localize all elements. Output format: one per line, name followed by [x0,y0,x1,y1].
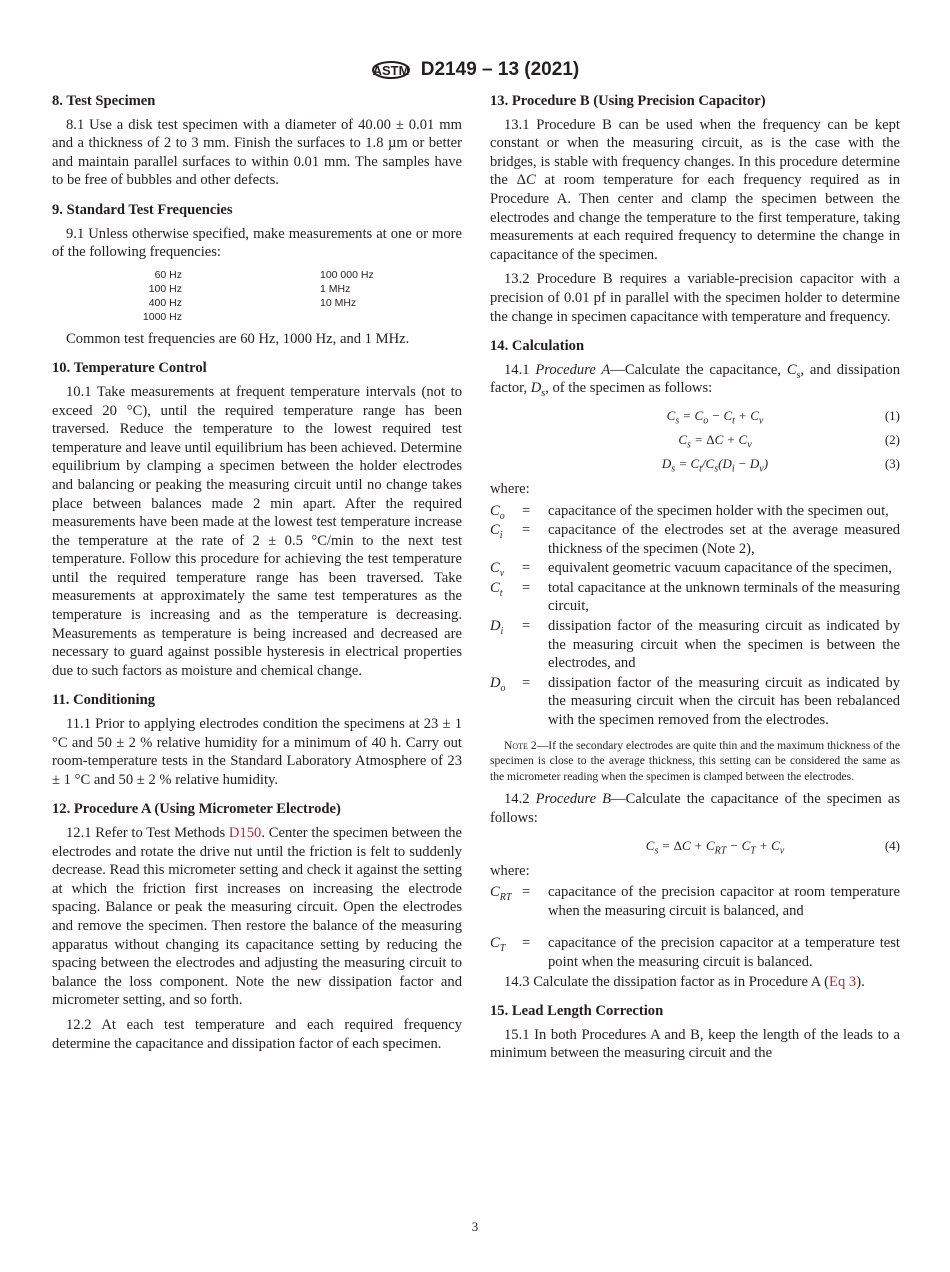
text-run: C [645,837,655,853]
definition-text: total capacitance at the unknown terminals of the measuring circuit, [548,579,900,615]
symbol-subscript: o [500,682,506,694]
definition-text: dissipation factor of the measuring circuit as indicated by the measuring circuit when the circuit has been rebalanced with the specimen removed from the electrodes. [548,674,900,729]
equals-sign: = [522,560,531,577]
text-run: + C [755,837,780,853]
symbol-letter: D [490,618,501,635]
section-heading: 15. Lead Length Correction [490,1003,664,1020]
variable-symbol [490,521,522,558]
text-run: , and dissipation factor, [490,361,901,397]
equation-number: (2) [884,431,900,447]
variable-symbol [490,559,522,578]
text-run: = C [679,407,704,423]
definition-text: dissipation factor of the measuring circuit as indicated by the measuring circuit when the specimen is between the electrodes, and [548,618,900,672]
subscript: s [687,439,691,451]
paragraph [52,330,462,349]
text-run: 15.1 In both Procedures A and B, keep the length of the leads to a minimum between the measuring circuit and the [490,1026,900,1062]
variable-definition [490,617,900,673]
section-heading: 10. Temperature Control [52,360,207,377]
paragraph [490,973,900,992]
equals-sign: = [522,502,531,519]
subscript: T [750,845,756,857]
section-heading: 9. Standard Test Frequencies [52,201,233,218]
subscript: v [759,463,764,475]
symbol-subscript: t [499,587,503,599]
subscript: t [699,463,702,475]
subscript: s [671,463,676,475]
equation [490,428,900,452]
variable-definition [490,502,900,521]
paragraph [52,225,462,262]
text-run: Common test frequencies are 60 Hz, 1000 Hz, and 1 MHz. [66,330,410,347]
text-run: ). [856,973,865,990]
symbol-subscript: i [499,530,503,541]
definition-text: capacitance of the electrodes set at the average measured thickness of the specimen (Note 2), [548,522,900,557]
section-heading: 13. Procedure B (Using Precision Capacitor) [490,93,766,109]
paragraph [52,1016,462,1053]
subscript: s [541,388,546,400]
svg-text:ASTM: ASTM [372,63,410,78]
text-run: D [661,455,672,471]
equation [490,404,900,428]
doc-link[interactable]: D150 [228,825,262,841]
equals-sign: = [522,522,531,539]
text-run: 14.1 [504,361,536,378]
text-run: 13.1 Procedure B can be used when the frequency can be kept constant or when the measuring circuit, as is the case with the bridges, is stable with frequency changes. In this procedure determine the Δ [490,116,900,189]
subscript: t [732,415,735,427]
left-column [52,92,462,1059]
paragraph [52,824,462,1010]
variable-definition [490,883,900,920]
note-text: —If the secondary electrodes are quite thin and the maximum thickness of the specimen is close to the average thickness, this setting can be considered the same as the micrometer reading when the specimen is clamped between the electrodes. [490,738,900,783]
frequency-column [52,268,182,324]
frequency-item: 60 Hz [154,268,182,281]
text-run: = [658,837,674,853]
paragraph [52,383,462,681]
subscript: v [758,415,764,427]
where-label: where: [490,862,530,879]
subscript: RT [714,845,727,857]
symbol-subscript: v [499,568,505,580]
text-run: − C [726,837,751,853]
paragraph [490,270,900,326]
equals-sign: = [522,935,531,952]
paragraph [490,116,900,265]
variable-definition [490,579,900,616]
doc-link[interactable]: Eq 3 [829,973,857,990]
subscript: v [747,439,752,451]
text-run: C + C [682,837,715,853]
paragraph [490,361,900,398]
text-run: ) [763,455,769,471]
text-run: 12.2 At each test temperature and each required frequency determine the capacitance and dissipation factor of each specimen. [52,1016,462,1052]
note [490,738,900,785]
equation-number: (3) [884,455,900,471]
paragraph [52,116,462,190]
symbol-subscript: i [500,625,504,637]
symbol-letter: C [490,502,500,519]
subscript: s [654,845,659,857]
variable-definition [490,934,900,971]
subscript: s [714,463,719,475]
symbol-subscript: o [499,510,505,522]
text-run: C + C [714,431,748,447]
text-run: —Calculate the capacitance, [610,361,787,378]
frequency-item: 100 000 Hz [320,268,374,281]
frequency-item: 100 Hz [148,282,182,295]
frequency-list [52,268,462,324]
definition-text: equivalent geometric vacuum capacitance of the specimen, [548,560,893,577]
definition-text: capacitance of the specimen holder with the specimen out, [548,502,889,519]
symbol-subscript: T [499,943,506,955]
text-run: . Center the specimen between the electrodes and rotate the drive nut until the friction is felt to suddenly decrease. Read this micrometer setting and check it against the setting at which the friction first increases on increasing the electrode spacing. Balance or peak the measuring circuit. Open the electrodes and remove the specimen. Then restore the balance of the measuring apparatus without changing its capacitance setting by reducing the spacing between the electrodes and adjusting the measuring circuit to balance the loss component. Note the new dissipation factor and micrometer setting, and so forth. [52,825,462,1009]
text-run: , of the specimen as follows: [545,380,713,397]
frequency-item: 10 MHz [320,296,357,309]
symbol-letter: C [490,579,500,596]
paragraph [490,790,900,827]
text-run: = [690,431,707,447]
text-run: (D [718,455,732,471]
symbol-letter: C [490,884,500,901]
variable-definition [490,674,900,730]
section-heading: 8. Test Specimen [52,93,156,109]
italic-text: D [530,380,542,397]
symbol: Δ [673,837,682,853]
note-label: Note 2 [504,738,537,752]
section-heading: 11. Conditioning [52,692,156,709]
page-header [0,56,950,84]
astm-logo-icon [371,56,411,84]
equals-sign: = [522,674,531,691]
text-run: 10.1 Take measurements at frequent temperature intervals (not to exceed 20 °C), until the required temperature range has been traversed. Reduce the temperature to the lowest required test temperature and leave until equilibrium has been achieved. Determine equilibrium by clamping a specimen between the holder electrodes and balancing or peaking the measuring circuit until no change takes place between balances made 2 min apart. After the required measurements have been made at the lowest test temperature increase the temperature at the rate of 2 ± 0.5 °C/min to the next test temperature. Follow this procedure for achieving the test temperature until the required temperature range has been traversed. Take measurements at approximately the same test temperatures as the temperature is increasing and as the temperature is decreasing. Measurements as temperature is being increased and decreased are necessary to guard against possible hysteresis in electrical properties due to such factors as moisture and chemical change. [52,383,462,679]
subscript: s [796,369,801,381]
italic-text: Procedure A [535,361,611,378]
text-run: 12.1 Refer to Test Methods [66,825,229,841]
variable-symbol [490,883,522,920]
definition-text: capacitance of the precision capacitor at room temperature when the measuring circuit is balanced, and [548,884,900,919]
symbol-letter: C [490,935,500,952]
page-number: 3 [471,1219,479,1234]
text-run: 11.1 Prior to applying electrodes condition the specimens at 23 ± 1 °C and 50 ± 2 % relative humidity for a minimum of 40 h. Carry out room-temperature tests in the Standard Laboratory Atmosphere of 23 ± 1 °C and 50 ± 2 % relative humidity. [52,716,462,788]
text-run: C [678,431,688,447]
italic-text: Procedure B [535,791,612,808]
italic-text: C [526,172,536,189]
text-run: 14.2 [504,791,536,808]
text-run: /C [701,455,715,471]
text-run: 13.2 Procedure B requires a variable-precision capacitor with a precision of 0.01 pf in parallel with the specimen holder to determine the change in specimen capacitance with temperature and frequency. [490,271,900,325]
equation-number: (1) [884,407,900,423]
subscript: s [675,415,680,427]
frequency-item: 400 Hz [148,296,182,309]
text-run: − D [734,455,760,471]
variable-symbol [490,617,522,673]
variable-symbol [490,934,522,971]
equation-body [661,455,769,475]
italic-text: C [786,361,797,378]
text-run: 8.1 Use a disk test specimen with a diameter of 40.00 ± 0.01 mm and a thickness of 2 to 3 mm. Finish the surfaces to 1.8 µm or better and maintain parallel surfaces to within 0.01 mm. The samples have to be free of bubbles and other defects. [52,116,462,189]
text-run: at room temperature for each frequency required as in Procedure A. Then center and clamp the specimen between the electrodes and change the temperature to the first temperature, taking measurements at each required frequency to determine the change in capacitance of the specimen. [490,172,900,263]
right-column [490,92,900,1069]
section-heading: 12. Procedure A (Using Micrometer Electrode) [52,801,341,818]
equation [490,834,900,858]
symbol-letter: D [490,674,501,691]
section-heading: 14. Calculation [490,338,585,355]
variable-definition [490,559,900,578]
subscript: v [779,845,785,857]
equals-sign: = [522,884,531,901]
subscript: i [731,463,735,475]
text-run: —Calculate the capacitance of the specimen as follows: [490,791,901,826]
document-designation: D2149 – 13 (2021) [420,59,580,80]
symbol: Δ [706,431,715,447]
subscript: o [703,415,709,427]
paragraph [490,1026,900,1063]
equation-body [678,431,752,451]
equation-body [666,407,764,427]
equation [490,452,900,476]
text-run: − C [708,407,733,423]
variable-symbol [490,579,522,616]
equation-body [645,837,785,857]
text-run: + C [734,407,759,423]
where-label: where: [490,480,530,497]
definition-text: capacitance of the precision capacitor at a temperature test point when the measuring circuit is balanced. [548,935,900,970]
variable-symbol [490,674,522,730]
equation-number: (4) [884,837,900,853]
text-run: = C [675,455,700,471]
equals-sign: = [522,618,531,635]
text-run: 9.1 Unless otherwise specified, make measurements at one or more of the following frequencies: [52,225,462,261]
frequency-item: 1000 Hz [142,310,182,323]
variable-symbol [490,502,522,521]
frequency-column [320,268,374,324]
symbol-subscript: RT [499,892,512,904]
symbol-letter: C [490,522,500,539]
variable-definition [490,521,900,558]
text-run: 14.3 Calculate the dissipation factor as in Procedure A ( [504,973,830,990]
equals-sign: = [522,579,531,596]
frequency-item: 1 MHz [320,282,351,295]
symbol-letter: C [490,560,500,577]
paragraph [52,715,462,789]
text-run: C [666,407,676,423]
